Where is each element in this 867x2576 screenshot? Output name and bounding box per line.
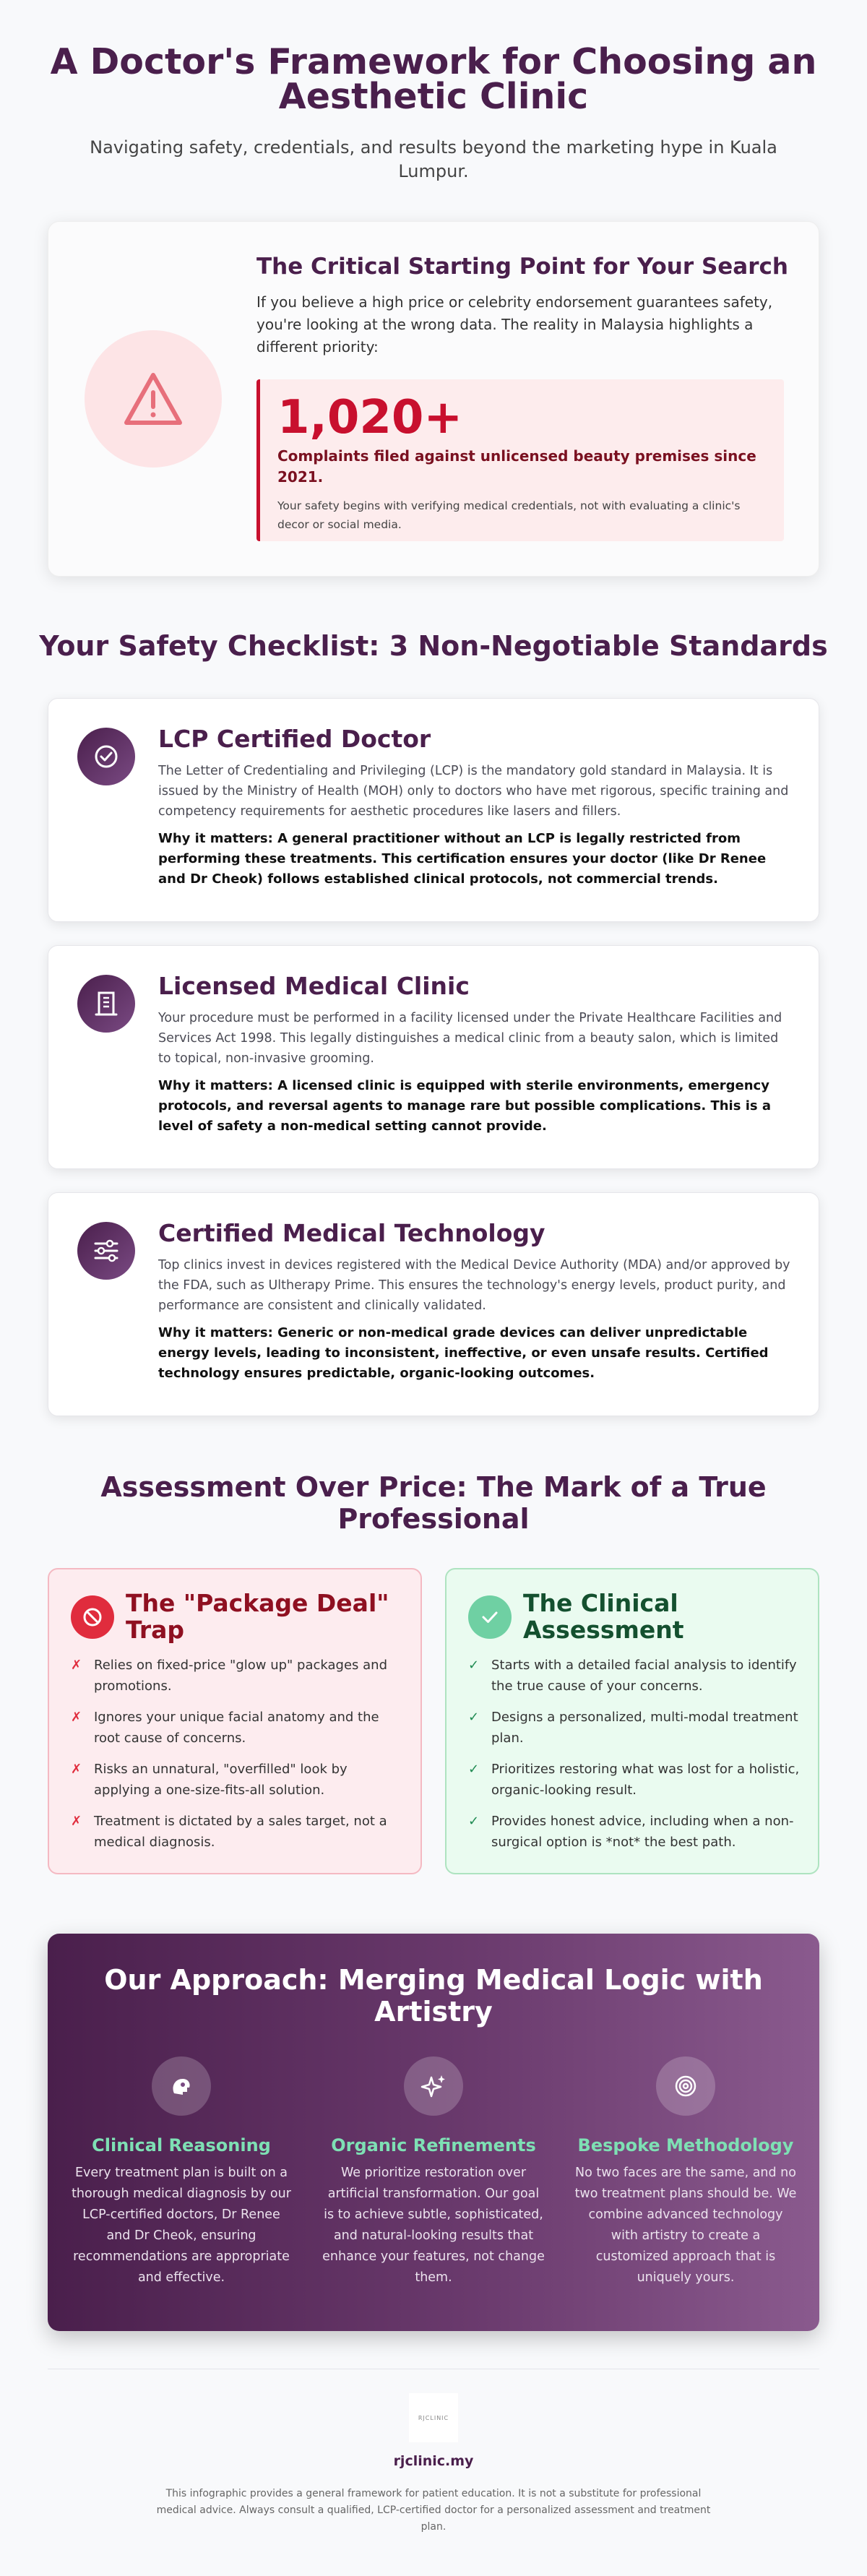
clinic-logo: RJCLINIC <box>409 2393 458 2442</box>
approach-panel <box>48 1934 819 2331</box>
cross-icon: ✗ <box>71 1762 82 1777</box>
cross-icon: ✗ <box>71 1658 82 1673</box>
complaints-stat-box <box>256 379 784 541</box>
clinical-assessment-title: The Clinical Assessment <box>523 1589 684 1644</box>
pillar-title: Bespoke Methodology <box>577 2135 794 2155</box>
pillar-bespoke-methodology <box>574 2056 798 2288</box>
complaints-stat-note: Your safety begins with verifying medical credentials, not with evaluating a clinic's decor or social media. <box>277 499 741 531</box>
list-item: ✗ Ignores your unique facial anatomy and the root cause of concerns. <box>71 1707 403 1749</box>
package-deal-title: The "Package Deal" Trap <box>126 1589 389 1644</box>
page-title: A Doctor's Framework for Choosing an Aesthetic Clinic <box>50 41 817 117</box>
starting-point-intro: If you believe a high price or celebrity endorsement guarantees safety, you're looking at the wrong data. The reality in Malaysia highlights a different priority: <box>256 293 773 356</box>
pillar-title: Organic Refinements <box>331 2135 536 2155</box>
checklist-card-lcp <box>48 698 819 922</box>
checklist-card-title: LCP Certified Doctor <box>158 725 431 753</box>
check-icon <box>468 1595 512 1639</box>
site-url[interactable]: rjclinic.my <box>393 2453 474 2469</box>
checklist-title: Your Safety Checklist: 3 Non-Negotiable Standards <box>39 630 828 662</box>
list-item: ✓ Designs a personalized, multi-modal treatment plan. <box>468 1707 801 1749</box>
checklist-card-description: Top clinics invest in devices registered with the Medical Device Authority (MDA) and/or approved by the FDA, such as Ultherapy Prime. This ensures the technology's energy levels, product purity, and performance are consistent and clinically validated. <box>158 1258 790 1313</box>
sliders-icon <box>77 1222 135 1280</box>
compare-title: Assessment Over Price: The Mark of a True Professional <box>100 1471 767 1535</box>
clinical-assessment-card <box>445 1568 819 1874</box>
list-item: ✓ Provides honest advice, including when a non-surgical option is *not* the best path. <box>468 1811 801 1853</box>
fingerprint-icon <box>656 2056 715 2116</box>
checklist-card-clinic <box>48 945 819 1169</box>
package-deal-card <box>48 1568 422 1874</box>
starting-point-card <box>48 221 819 577</box>
building-icon <box>77 975 135 1033</box>
hero <box>0 41 867 184</box>
brain-icon <box>152 2056 211 2116</box>
warning-triangle-icon <box>85 330 222 468</box>
list-item: ✗ Relies on fixed-price "glow up" packages and promotions. <box>71 1655 403 1697</box>
checklist-card-why: Why it matters: A licensed clinic is equipped with sterile environments, emergency protocols, and reversal agents to manage rare but possible complications. This is a level of safety a non-medical setting cannot provide. <box>158 1078 772 1134</box>
checklist-card-title: Certified Medical Technology <box>158 1219 545 1247</box>
checklist-card-why: Why it matters: A general practitioner without an LCP is legally restricted from performing these treatments. This certification ensures your doctor (like Dr Renee and Dr Cheok) follows established clinical protocols, not commercial trends. <box>158 831 767 887</box>
cross-icon: ✗ <box>71 1710 82 1725</box>
complaints-stat-caption: Complaints filed against unlicensed beauty premises since 2021. <box>277 447 756 486</box>
disclaimer: This infographic provides a general framework for patient education. It is not a substitute for professional medical advice. Always consult a qualified, LCP-certified doctor for a personalized assessment and treatment plan. <box>156 2488 711 2533</box>
ban-icon <box>71 1595 114 1639</box>
package-deal-list <box>71 1655 403 1863</box>
list-item: ✗ Treatment is dictated by a sales target, not a medical diagnosis. <box>71 1811 403 1853</box>
pillar-text: We prioritize restoration over artificial transformation. Our goal is to achieve subtle, sophisticated, and natural-looking results that enhance your features, not change them. <box>322 2166 545 2285</box>
checklist-card-why: Why it matters: Generic or non-medical grade devices can deliver unpredictable energy levels, leading to inconsistent, ineffective, or even unsafe results. Certified technology ensures predictable, organic-looking outcomes. <box>158 1325 769 1381</box>
badge-check-icon <box>77 728 135 785</box>
list-item: ✓ Prioritizes restoring what was lost for a holistic, organic-looking result. <box>468 1759 801 1801</box>
checklist-card-description: Your procedure must be performed in a facility licensed under the Private Healthcare Facilities and Services Act 1998. This legally distinguishes a medical clinic from a beauty salon, which is limited to topical, non-invasive grooming. <box>158 1011 782 1066</box>
checkmark-icon: ✓ <box>468 1658 480 1673</box>
starting-point-heading: The Critical Starting Point for Your Search <box>256 254 788 280</box>
checkmark-icon: ✓ <box>468 1814 480 1829</box>
checklist-card-title: Licensed Medical Clinic <box>158 972 470 1000</box>
pillar-text: Every treatment plan is built on a thorough medical diagnosis by our LCP-certified doctors, Dr Renee and Dr Cheok, ensuring recommendations are appropriate and effective. <box>72 2166 291 2285</box>
pillar-organic-refinements <box>322 2056 545 2288</box>
pillar-title: Clinical Reasoning <box>92 2135 271 2155</box>
checkmark-icon: ✓ <box>468 1710 480 1725</box>
checklist-card-description: The Letter of Credentialing and Privileging (LCP) is the mandatory gold standard in Malaysia. It is issued by the Ministry of Health (MOH) only to doctors who have met rigorous, specific training and competency requirements for aesthetic procedures like lasers and fillers. <box>158 764 789 819</box>
pillar-text: No two faces are the same, and no two treatment plans should be. We combine advanced technology with artistry to create a customized approach that is uniquely yours. <box>574 2166 797 2285</box>
approach-title: Our Approach: Merging Medical Logic with Artistry <box>104 1964 763 2028</box>
cross-icon: ✗ <box>71 1814 82 1829</box>
pillar-clinical-reasoning <box>69 2056 293 2288</box>
list-item: ✗ Risks an unnatural, "overfilled" look by applying a one-size-fits-all solution. <box>71 1759 403 1801</box>
page-subtitle: Navigating safety, credentials, and results beyond the marketing hype in Kuala Lumpur. <box>90 137 777 181</box>
complaints-stat-number: 1,020+ <box>277 391 463 444</box>
checklist-card-technology <box>48 1192 819 1416</box>
sparkles-icon <box>404 2056 463 2116</box>
list-item: ✓ Starts with a detailed facial analysis to identify the true cause of your concerns. <box>468 1655 801 1697</box>
checkmark-icon: ✓ <box>468 1762 480 1777</box>
clinical-assessment-list <box>468 1655 801 1863</box>
